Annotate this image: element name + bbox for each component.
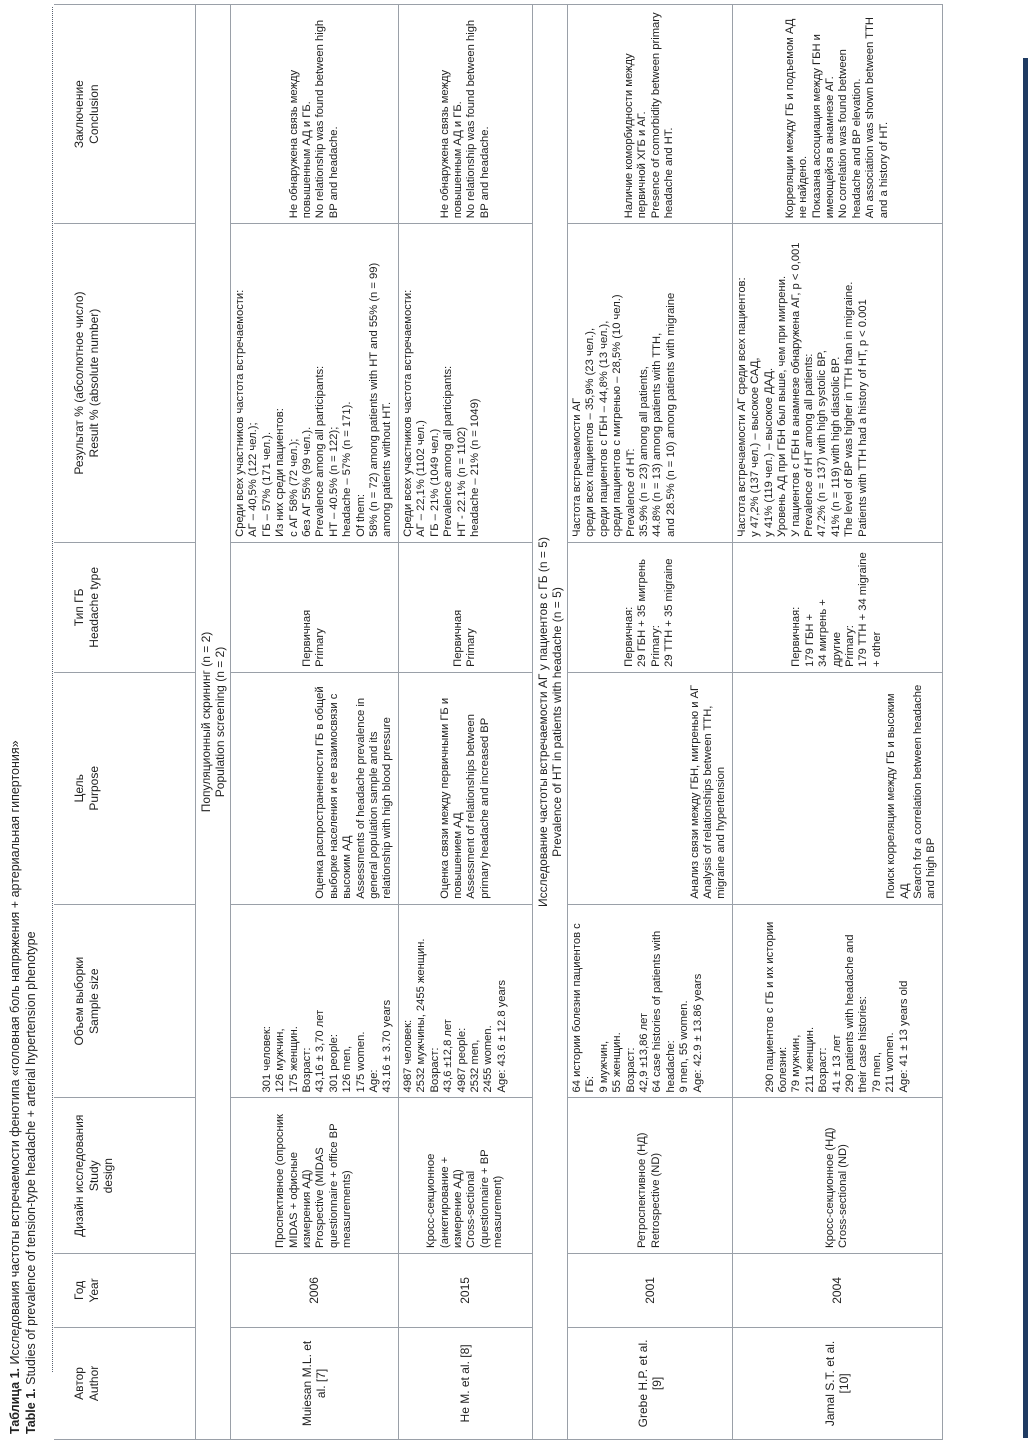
cell-line: 58% (n = 72) among patients with HT and 55% (n = 99) among patients without HT. — [368, 262, 394, 537]
cell-line: 9 men, 55 women. — [678, 1000, 691, 1093]
cell-line: Наличие коморбидности между первичной ХГБ и АГ. — [623, 53, 649, 219]
cell-line: 301 человек: — [260, 1026, 273, 1093]
cell-year: 2001 — [567, 1253, 732, 1327]
top-dotted-rule — [52, 7, 53, 1372]
cell-line: Presence of comorbidity between primary headache and HT. — [649, 12, 676, 219]
cell-line: HT - 22.1% (n = 1102) — [455, 426, 468, 537]
cell-type — [567, 542, 732, 672]
cell-line: 29 TTH + 35 migraine — [663, 558, 676, 667]
group-label: Исследование частоты встречаемости АГ у пациентов с ГБ (n = 5) Prevalence of HT in patients with headache (n = 5) — [532, 5, 567, 1440]
cell-line: 35.9% (n = 23) among all patients, — [637, 366, 650, 537]
cell-line: Prevalence among all participants: — [442, 365, 455, 537]
cell-sample — [231, 904, 399, 1098]
cell-line: Среди всех участников частота встречаемости: — [234, 289, 246, 537]
cell-line: с АГ 58% (72 чел.); — [287, 438, 300, 537]
cell-line: 43,6 ±12,8 лет — [442, 1019, 455, 1093]
cell-line: Не обнаружена связь между повышенным АД и ГБ. — [287, 69, 314, 219]
bottom-blue-rule — [1023, 58, 1028, 1438]
cell-purpose — [732, 672, 942, 904]
cell-line: среди пациентов с ГБН – 44,8% (13 чел.), — [597, 320, 610, 537]
cell-line: 179 TTH + 34 migraine + other — [857, 552, 883, 667]
cell-conclusion — [231, 5, 399, 224]
table-row — [567, 5, 732, 1440]
cell-line: 2455 women. — [482, 1025, 495, 1093]
cell-line: 290 patients with headache and their case histories: — [844, 934, 870, 1093]
cell-conclusion — [732, 5, 942, 224]
cell-conclusion — [567, 5, 732, 224]
cell-line: 4987 people: — [455, 1027, 468, 1093]
cell-line: у 47,2% (137 чел.) – высокое САД, — [749, 357, 762, 537]
cell-line: Prevalence of HT among all patients: — [802, 353, 815, 537]
group-row-prevalence — [532, 5, 567, 1440]
cell-line: Частота встречаемости АГ среди всех пациентов: — [735, 277, 748, 537]
cell-line: среди всех пациентов – 35,9% (23 чел.), — [584, 327, 597, 537]
cell-design — [231, 1098, 399, 1253]
cell-line: Analysis of relationships between TTH, migraine and hypertension — [702, 705, 728, 899]
cell-line: 2532 men, — [468, 1039, 481, 1093]
cell-year: 2004 — [732, 1253, 942, 1327]
cell-line: Search for a correlation between headache and high BP — [912, 684, 938, 899]
cell-line: headache – 57% (n = 171). — [341, 401, 354, 537]
table-row — [732, 5, 942, 1440]
cell-line: Возраст: — [817, 1047, 830, 1093]
cell-line: среди пациентов с мигренью – 28,5% (10 чел.) — [611, 294, 624, 537]
cell-result — [231, 224, 399, 543]
cell-purpose — [567, 672, 732, 904]
cell-design — [732, 1098, 942, 1253]
cell-line: Оценка связи между первичными ГБ и повышением АД — [438, 697, 464, 899]
cell-line: Первичная — [451, 609, 464, 667]
col-type: Тип ГБ Headache type — [54, 542, 196, 672]
cell-author: He M. et al. [8] — [398, 1327, 532, 1439]
cell-line: Среди всех участников частота встречаемости: — [401, 289, 414, 537]
cell-sample — [567, 904, 732, 1098]
cell-type — [231, 542, 399, 672]
cell-line: An association was shown between TTH and a history of HT. — [864, 16, 890, 219]
cell-line: 9 мужчин, — [597, 1040, 610, 1093]
cell-line: 41% (n = 119) with high diastolic BP. — [829, 356, 842, 537]
cell-line: 55 женщин. — [611, 1032, 624, 1093]
cell-line: Возраст: — [624, 1047, 637, 1093]
cell-type — [732, 542, 942, 672]
cell-line: Assessments of headache prevalence in general population sample and its relationship with high blood pressure — [354, 697, 394, 899]
cell-line: headache – 21% (n = 1049) — [468, 398, 481, 537]
cell-sample — [732, 904, 942, 1098]
cell-line: Age: 42.9 ± 13.86 years — [691, 973, 704, 1093]
col-conclusion: Заключение Conclusion — [54, 5, 196, 224]
cell-line: 290 пациентов с ГБ и их истории болезни: — [763, 921, 790, 1093]
cell-line: 126 men, — [341, 1045, 354, 1093]
cell-line: другие — [830, 632, 843, 667]
cell-line: 64 истории болезни пациентов с ГБ: — [570, 923, 597, 1093]
cell-line: 211 женщин. — [803, 1026, 816, 1093]
cell-line: У пациентов с ГБН в анамнезе обнаружена АГ, p < 0,001 — [789, 242, 802, 537]
cell-result — [567, 224, 732, 543]
cell-line: Проспективное (опросник MIDAS + офисные измерения АД) — [274, 1114, 314, 1248]
cell-result — [732, 224, 942, 543]
cell-line: Не обнаружена связь между повышенным АД и ГБ. — [438, 69, 464, 219]
cell-line: 126 мужчин, — [274, 1028, 287, 1093]
header-row — [54, 5, 196, 1440]
cell-purpose — [398, 672, 532, 904]
cell-line: Of them: — [354, 493, 367, 537]
cell-line: Age: — [368, 1069, 381, 1093]
col-purpose: Цель Purpose — [54, 672, 196, 904]
cell-line: Age: 41 ± 13 years old — [897, 980, 910, 1093]
cell-line: без АГ 55% (99 чел.). — [301, 426, 314, 537]
cell-line: Возраст: — [301, 1047, 314, 1093]
cell-line: ГБ – 57% (171 чел.). — [260, 431, 273, 537]
cell-line: Оценка распространенности ГБ в общей выборке населения и ее взаимосвязи с высоким АД — [314, 686, 354, 899]
cell-line: АГ – 40,5% (122 чел.); — [247, 422, 260, 537]
cell-line: 301 people: — [327, 1034, 340, 1093]
col-design: Дизайн исследования Study design — [54, 1098, 196, 1253]
col-result: Результат % (абсолютное число) Result % (absolute number) — [54, 224, 196, 543]
cell-line: Анализ связи между ГБН, мигренью и АГ — [688, 684, 701, 899]
table-caption — [7, 740, 39, 1434]
cell-line: Первичная: — [623, 606, 636, 667]
cell-sample — [398, 904, 532, 1098]
cell-line: Prevalence among all participants: — [314, 365, 327, 537]
cell-line: 44.8% (n = 13) among patients with TTH, — [651, 332, 664, 537]
cell-line: The level of BP was higher in TTH than in migraine. — [843, 281, 856, 537]
cell-year: 2006 — [231, 1253, 399, 1327]
cell-line: 179 ГБН + — [803, 613, 816, 667]
cell-line: 43,16 ± 3,70 лет — [314, 1009, 327, 1093]
cell-line: Уровень АД при ГБН был выше, чем при мигрени. — [776, 275, 789, 537]
table-row — [231, 5, 399, 1440]
cell-line: Первичная — [301, 609, 314, 667]
cell-line: Assessment of relationships between primary headache and increased BP — [465, 714, 491, 899]
cell-line: Age: 43.6 ± 12.8 years — [495, 979, 508, 1093]
table-row — [398, 5, 532, 1440]
cell-line: Cross-sectional (questionnaire + BP measurement) — [465, 1149, 505, 1248]
cell-author: Muiesan M.L. et al. [7] — [231, 1327, 399, 1439]
cell-line: and 28.5% (n = 10) among patients with migraine — [664, 292, 677, 537]
cell-line: Кросс-секционное (НД) — [823, 1127, 836, 1248]
cell-line: 175 женщин. — [287, 1026, 300, 1093]
cell-line: Prevalence of HT: — [624, 448, 637, 537]
cell-line: No relationship was found between high BP and headache. — [465, 19, 491, 219]
cell-line: 43.16 ± 3.70 years — [381, 999, 394, 1093]
cell-design — [567, 1098, 732, 1253]
col-sample: Объем выборки Sample size — [54, 904, 196, 1098]
cell-line: HT – 40.5% (n = 122); — [327, 426, 340, 537]
cell-line: 211 women. — [884, 1032, 897, 1093]
group-row-population — [196, 5, 231, 1440]
cell-purpose — [231, 672, 399, 904]
col-year: Год Year — [54, 1253, 196, 1327]
col-author: Автор Author — [54, 1327, 196, 1439]
cell-line: Patients with TTH had a history of HT, p < 0.001 — [856, 299, 869, 537]
cell-line: Primary: — [649, 625, 662, 667]
cell-line: 41 ± 13 лет — [830, 1034, 843, 1093]
cell-result — [398, 224, 532, 543]
cell-design — [398, 1098, 532, 1253]
cell-line: у 41% (119 чел.) – высокое ДАД. — [762, 367, 775, 537]
cell-line: Prospective (MIDAS questionnaire + office BP measurements) — [314, 1123, 354, 1248]
cell-line: 42,9 ±13,86 лет — [637, 1012, 650, 1093]
cell-line: 175 women. — [354, 1031, 367, 1093]
cell-line: 2532 мужчины, 2455 женщин. — [415, 938, 428, 1093]
cell-line: No relationship was found between high BP and headache. — [314, 19, 340, 219]
cell-line: Кросс-секционное (анкетирование + измерение АД) — [425, 1153, 464, 1248]
cell-line: 29 ГБН + 35 мигрень — [636, 559, 649, 667]
group-label: Популяционный скрининг (n = 2) Population screening (n = 2) — [196, 5, 231, 1440]
cell-line: No correlation was found between headache and BP elevation. — [837, 49, 863, 219]
cell-line: Primary — [465, 628, 478, 667]
cell-line: 34 мигрень + — [817, 599, 830, 667]
cell-line: Retrospective (ND) — [649, 1152, 662, 1248]
cell-line: 4987 человек: — [401, 1019, 414, 1093]
caption-ru: Таблица 1. Исследования частоты встречаемости фенотипа «головная боль напряжения + артериальная гипертония» — [8, 740, 22, 1434]
cell-line: Из них среди пациентов: — [274, 408, 287, 537]
cell-line: Ретроспективное (НД) — [636, 1132, 649, 1248]
cell-line: Возраст: — [428, 1047, 441, 1093]
cell-line: ГБ – 21% (1049 чел.) — [428, 428, 441, 537]
cell-line: 47.2% (n = 137) with high systolic BP, — [816, 350, 829, 537]
cell-line: АГ – 22,1% (1102 чел.) — [415, 420, 428, 537]
studies-table — [54, 4, 943, 1440]
cell-line: Показана ассоциация между ГБН и имеющейся в анамнезе АГ. — [810, 34, 836, 219]
cell-line: Primary — [314, 628, 327, 667]
cell-author: Jamal S.T. et al. [10] — [732, 1327, 942, 1439]
cell-line: Частота встречаемости АГ — [570, 397, 583, 537]
cell-line: Primary: — [844, 625, 857, 667]
cell-conclusion — [398, 5, 532, 224]
cell-line: 64 case histories of patients with headache: — [651, 930, 677, 1093]
cell-line: 79 men, — [870, 1052, 883, 1093]
cell-line: Поиск корреляции между ГБ и высоким АД — [885, 693, 911, 899]
caption-en: Table 1. Studies of prevalence of tension-type headache + arterial hypertension phenotype — [24, 931, 38, 1434]
cell-line: Первичная: — [790, 606, 803, 667]
cell-author: Grebe H.P. et al. [9] — [567, 1327, 732, 1439]
cell-year: 2015 — [398, 1253, 532, 1327]
cell-type — [398, 542, 532, 672]
cell-line: Корреляции между ГБ и подъемом АД не найдено. — [783, 18, 810, 219]
cell-line: 79 мужчин, — [790, 1034, 803, 1093]
cell-line: Cross-sectional (ND) — [837, 1144, 850, 1248]
